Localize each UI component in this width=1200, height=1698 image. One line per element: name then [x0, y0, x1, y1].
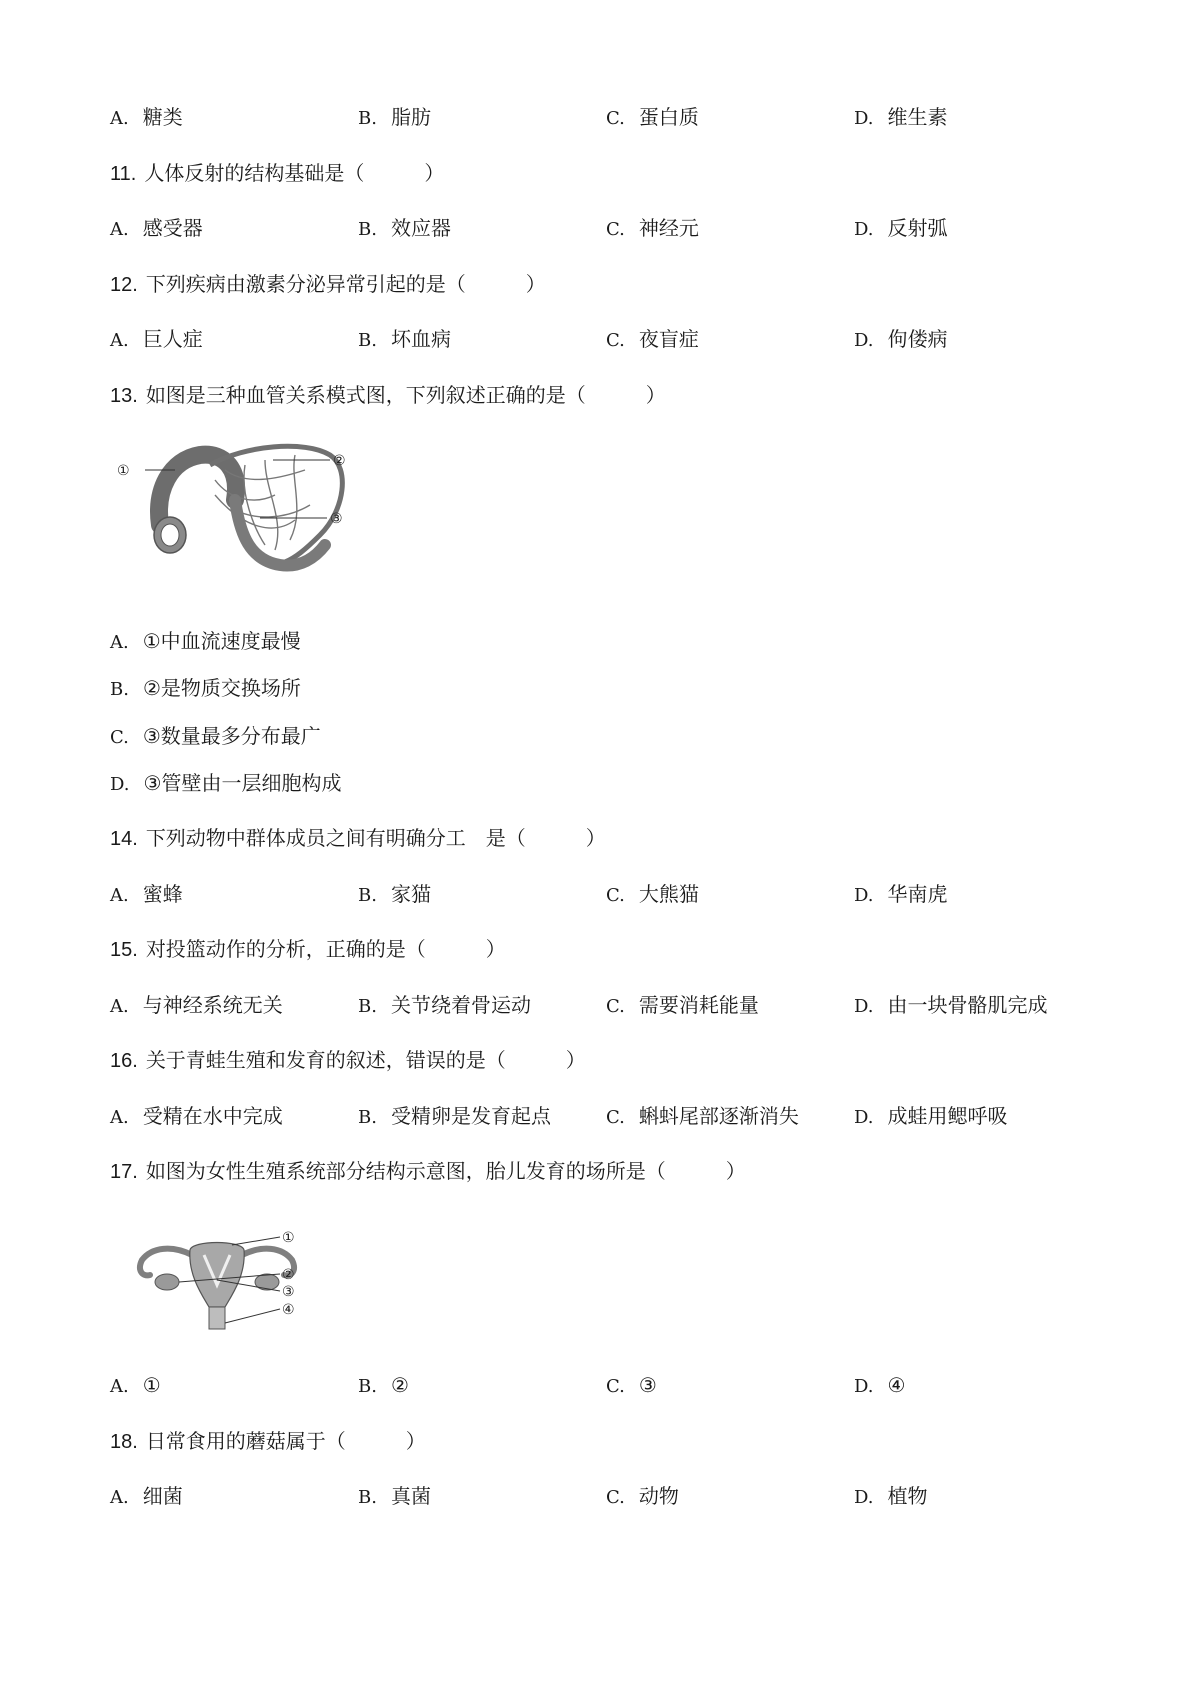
q11-option-d[interactable]: D. 反射弧 — [854, 216, 948, 240]
q12-option-c[interactable]: C. 夜盲症 — [606, 327, 699, 351]
q15-stem: 15. 对投篮动作的分析，正确的是（ ） — [110, 937, 506, 961]
q14-option-b[interactable]: B. 家猫 — [358, 882, 431, 906]
q14-option-a[interactable]: A. 蜜蜂 — [110, 882, 183, 906]
q11-stem: 11. 人体反射的结构基础是（ ） — [110, 161, 445, 185]
q16-stem: 16. 关于青蛙生殖和发育的叙述，错误的是（ ） — [110, 1048, 586, 1072]
q14-options — [110, 876, 1110, 912]
fallopian-tube-left — [140, 1249, 192, 1276]
q13-option-b[interactable]: B. ②是物质交换场所 — [110, 676, 301, 700]
q17-option-a[interactable]: A. ① — [110, 1373, 161, 1397]
q15-option-a[interactable]: A. 与神经系统无关 — [110, 993, 283, 1017]
q15-option-c[interactable]: C. 需要消耗能量 — [606, 993, 759, 1017]
vagina — [209, 1307, 225, 1329]
q13-option-a[interactable]: A. ①中血流速度最慢 — [110, 629, 301, 653]
q12-option-b[interactable]: B. 坏血病 — [358, 327, 451, 351]
q10-option-b[interactable]: B. 脂肪 — [358, 105, 431, 129]
q18-option-d[interactable]: D. 植物 — [854, 1484, 928, 1508]
q10-option-a[interactable]: A. 糖类 — [110, 105, 183, 129]
q10-options — [110, 99, 1110, 135]
q16-option-c[interactable]: C. 蝌蚪尾部逐渐消失 — [606, 1104, 799, 1128]
blood-vessel-diagram — [115, 440, 395, 590]
q14-option-c[interactable]: C. 大熊猫 — [606, 882, 699, 906]
diagram-label-1: ① — [117, 463, 130, 479]
q18-stem: 18. 日常食用的蘑菇属于（ ） — [110, 1429, 426, 1453]
q18-option-c[interactable]: C. 动物 — [606, 1484, 679, 1508]
q18-option-b[interactable]: B. 真菌 — [358, 1484, 431, 1508]
diagram-label-1: ① — [282, 1230, 295, 1246]
diagram-label-3: ③ — [330, 511, 343, 527]
q17-options — [110, 1367, 1110, 1403]
q11-option-a[interactable]: A. 感受器 — [110, 216, 203, 240]
q12-options — [110, 321, 1110, 357]
q15-option-d[interactable]: D. 由一块骨骼肌完成 — [854, 993, 1048, 1017]
diagram-label-3: ③ — [282, 1284, 295, 1300]
q13-option-c[interactable]: C. ③数量最多分布最广 — [110, 724, 321, 748]
q14-stem: 14. 下列动物中群体成员之间有明确分工 是（ ） — [110, 826, 606, 850]
q10-option-c[interactable]: C. 蛋白质 — [606, 105, 699, 129]
q12-option-d[interactable]: D. 佝偻病 — [854, 327, 948, 351]
q15-option-b[interactable]: B. 关节绕着骨运动 — [358, 993, 531, 1017]
q11-options — [110, 210, 1110, 246]
q18-options — [110, 1478, 1110, 1514]
q13-stem: 13. 如图是三种血管关系模式图，下列叙述正确的是（ ） — [110, 383, 666, 407]
uterus — [190, 1243, 244, 1308]
q17-stem: 17. 如图为女性生殖系统部分结构示意图，胎儿发育的场所是（ ） — [110, 1159, 746, 1183]
q11-option-c[interactable]: C. 神经元 — [606, 216, 699, 240]
diagram-label-2: ② — [282, 1267, 295, 1283]
q11-option-b[interactable]: B. 效应器 — [358, 216, 451, 240]
female-reproductive-diagram — [132, 1225, 332, 1335]
q17-option-c[interactable]: C. ③ — [606, 1373, 657, 1397]
q16-option-b[interactable]: B. 受精卵是发育起点 — [358, 1104, 551, 1128]
q17-option-b[interactable]: B. ② — [358, 1373, 409, 1397]
q18-option-a[interactable]: A. 细菌 — [110, 1484, 183, 1508]
q13-option-d[interactable]: D. ③管壁由一层细胞构成 — [110, 771, 342, 795]
q17-option-d[interactable]: D. ④ — [854, 1373, 906, 1397]
q10-option-d[interactable]: D. 维生素 — [854, 105, 948, 129]
q15-options — [110, 987, 1110, 1023]
diagram-label-4: ④ — [282, 1302, 295, 1318]
q14-option-d[interactable]: D. 华南虎 — [854, 882, 948, 906]
q16-option-a[interactable]: A. 受精在水中完成 — [110, 1104, 283, 1128]
q16-options — [110, 1098, 1110, 1134]
q12-stem: 12. 下列疾病由激素分泌异常引起的是（ ） — [110, 272, 546, 296]
q12-option-a[interactable]: A. 巨人症 — [110, 327, 203, 351]
q16-option-d[interactable]: D. 成蛙用鳃呼吸 — [854, 1104, 1008, 1128]
diagram-label-2: ② — [333, 453, 346, 469]
ovary-left — [155, 1274, 179, 1290]
